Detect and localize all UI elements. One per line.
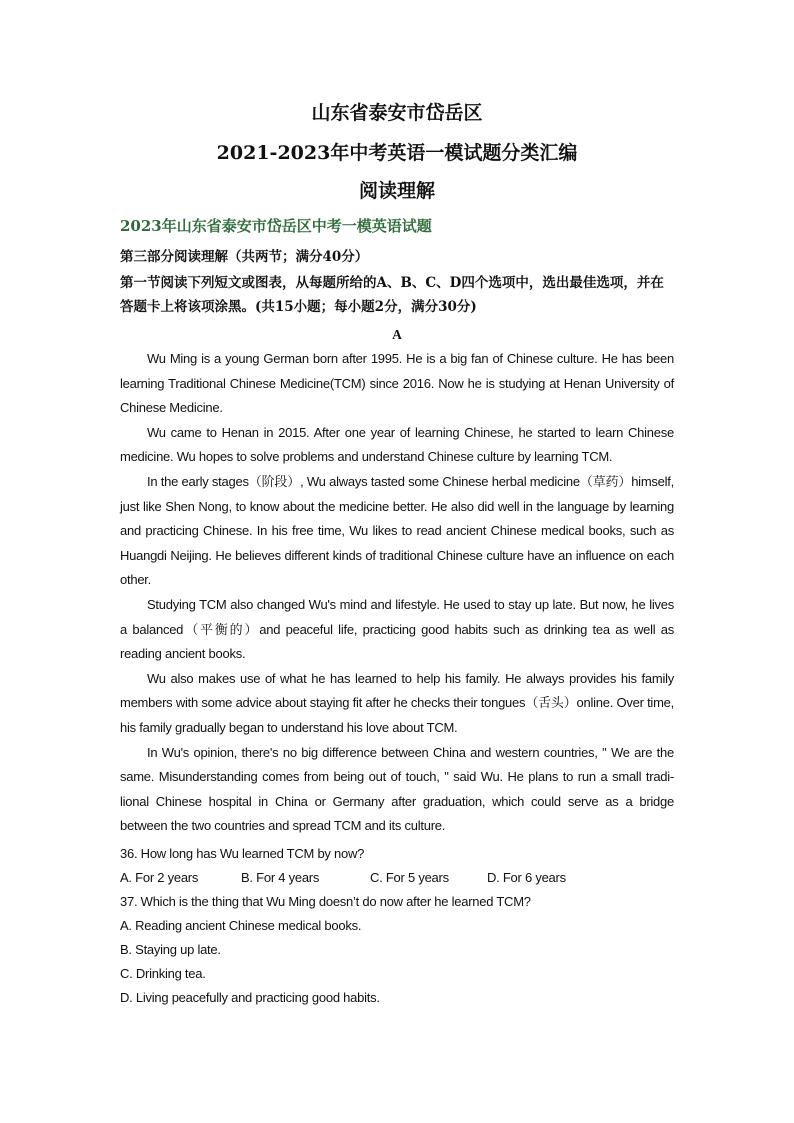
question-option: D. Living peacefully and practicing good habits.: [120, 990, 380, 1005]
passage-letter: A: [392, 327, 402, 342]
question-36-options: [120, 866, 680, 890]
question-option: B. Staying up late.: [120, 942, 221, 957]
question-option: A. For 2 years: [120, 870, 199, 885]
passage-paragraph: In Wu's opinion, there's no big difference between China and western countries, " We are the same. Misunderstanding comes from being out of touch, " said Wu. He plans to run a small tradi-lional Chinese hospital in China or Germany after graduation, which could serve as a bridge between the two countries and spread TCM and its culture.: [120, 744, 674, 834]
passage-paragraph: Studying TCM also changed Wu's mind and lifestyle. He used to stay up late. But now, he lives a balanced（平衡的）and peaceful life, practicing good habits such as drinking tea as well as reading ancient books.: [120, 596, 674, 662]
passage-body: [120, 347, 674, 839]
section-instructions: 第一节阅读下列短文或图表，从每题所给的A、B、C、D四个选项中，选出最佳选项，并在答题卡上将该项涂黑。(共15小题；每小题2分，满分30分): [120, 275, 664, 315]
passage-paragraph: In the early stages（阶段）, Wu always tasted some Chinese herbal medicine（草药）himself, just like Shen Nong, to know about the medicine better. He also did well in the language by learning and practicing Chinese. In his free time, Wu likes to read ancient Chinese medical books, such as Huangdi Neijing. He believes different kinds of traditional Chinese culture have an influence on each other.: [120, 473, 674, 588]
title-exam-collection: 2021-2023年中考英语一模试题分类汇编: [216, 142, 578, 164]
question-option: C. Drinking tea.: [120, 966, 206, 981]
question-37: [120, 890, 680, 1010]
title-region: 山东省泰安市岱岳区: [311, 102, 483, 124]
question-option: C. For 5 years: [370, 870, 449, 885]
question-37-stem: 37. Which is the thing that Wu Ming doesn’t do now after he learned TCM?: [120, 894, 531, 909]
title-reading: 阅读理解: [358, 180, 435, 202]
passage-paragraph: Wu came to Henan in 2015. After one year of learning Chinese, he started to learn Chinese medicine. Wu hopes to solve problems and understand Chinese culture by learning TCM.: [120, 424, 674, 465]
question-option: A. Reading ancient Chinese medical books.: [120, 918, 362, 933]
question-option: D. For 6 years: [487, 870, 566, 885]
exam-heading: 2023年山东省泰安市岱岳区中考一模英语试题: [120, 217, 432, 235]
question-36-stem: 36. How long has Wu learned TCM by now?: [120, 846, 365, 861]
part-heading: 第三部分阅读理解（共两节；满分40分）: [120, 249, 369, 265]
question-option: B. For 4 years: [241, 870, 320, 885]
passage-paragraph: Wu also makes use of what he has learned to help his family. He always provides his family members with some advice about staying fit after he checks their tongues（舌头）online. Over time, his family gradually began to understand his love about TCM.: [120, 670, 674, 735]
passage-paragraph: Wu Ming is a young German born after 1995. He is a big fan of Chinese culture. He has been learning Traditional Chinese Medicine(TCM) since 2016. Now he is studying at Henan University of Chinese Medicine.: [120, 351, 674, 416]
